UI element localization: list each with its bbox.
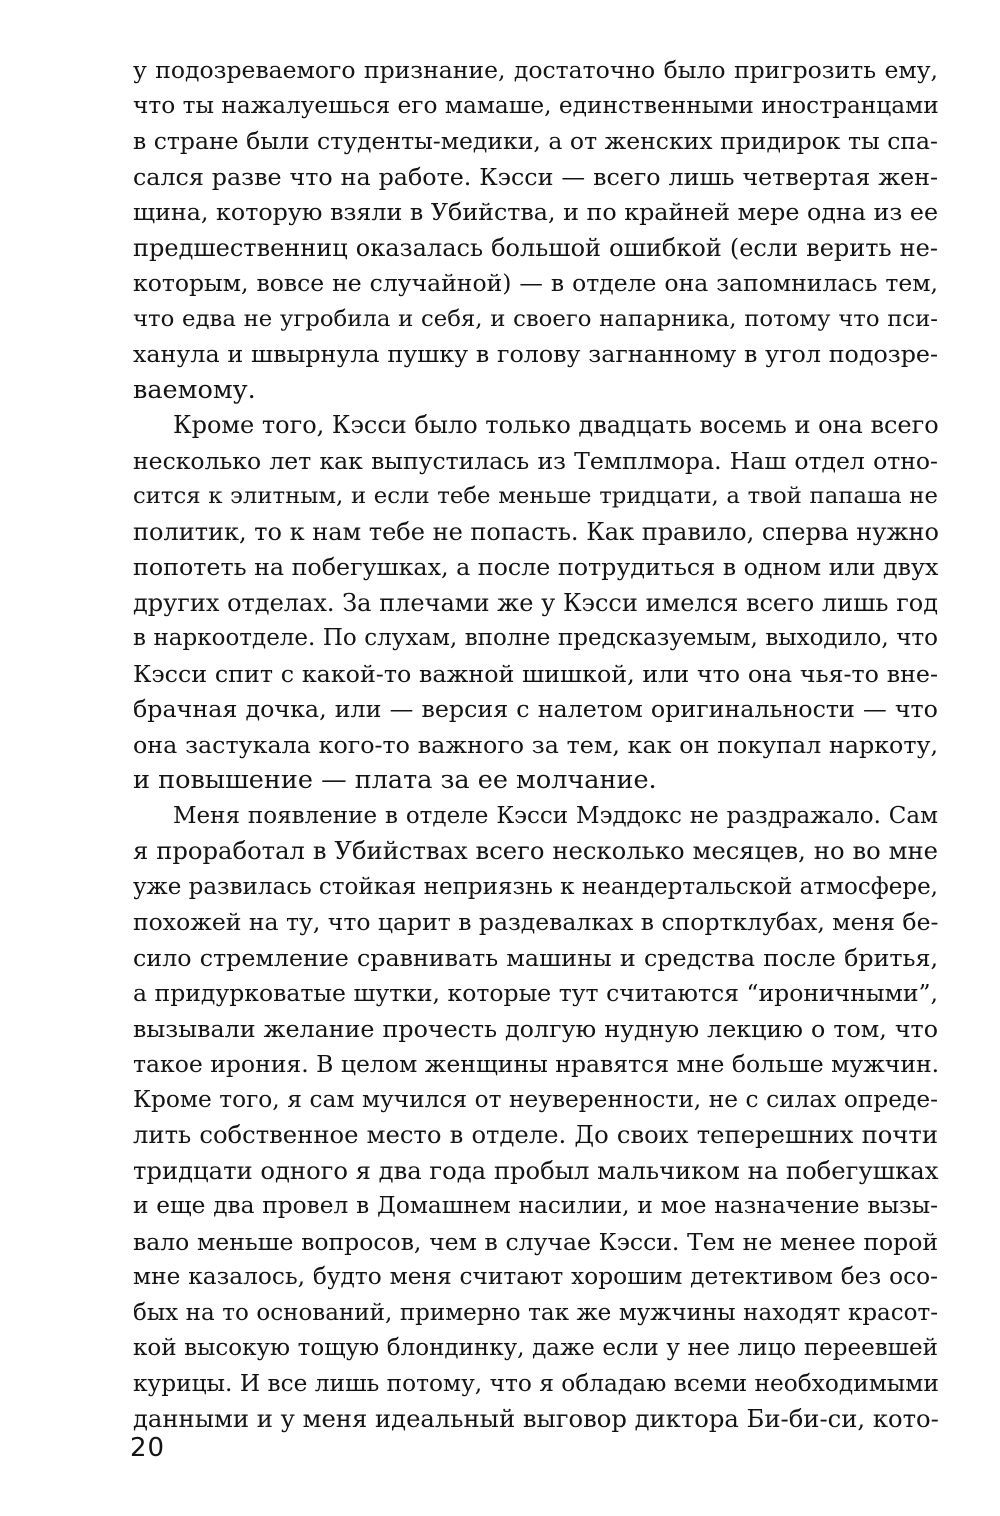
text-line: которым, вовсе не случайной) — в отделе она запомнилась тем, (133, 269, 938, 297)
text-line: а придурковатые шутки, которые тут считаются “ироничными”, (133, 979, 938, 1007)
text-line: у подозреваемого признание, достаточно было пригрозить ему, (133, 56, 938, 84)
text-line: я проработал в Убийствах всего несколько месяцев, но во мне (133, 836, 938, 865)
text-line: данными и у меня идеальный выговор диктора Би-би-си, кото- (133, 1404, 939, 1433)
page-number: 20 (130, 1433, 166, 1463)
text-line: сится к элитным, и если тебе меньше тридцати, а твой папаша не (133, 483, 938, 509)
text-line: она застукала кого-то важного за тем, как он покупал наркоту, (133, 731, 938, 759)
text-line: несколько лет как выпустилась из Темплмора. Наш отдел отно- (133, 447, 938, 475)
text-line: политик, то к нам тебе не попасть. Как правило, сперва нужно (133, 518, 939, 546)
text-line: лить собственное место в отделе. До своих теперешних почти (133, 1120, 938, 1149)
text-line: и еще два провел в Домашнем насилии, и мое назначение вызы- (133, 1192, 938, 1219)
text-line: мне казалось, будто меня считают хорошим детективом без осо- (133, 1263, 938, 1290)
text-line: брачная дочка, или — версия с налетом оригинальности — что (133, 695, 938, 723)
text-line: в стране были студенты-медики, а от женских придирок ты спа- (133, 127, 938, 155)
text-line: сило стремление сравнивать машины и средства после бритья, (133, 944, 938, 972)
text-line: похожей на ту, что царит в раздевалках в спортклубах, меня бе- (133, 908, 939, 936)
text-line: попотеть на побегушках, а после потрудиться в одном или двух (133, 553, 939, 581)
text-line: что едва не угробила и себя, и своего напарника, потому что пси- (133, 306, 938, 332)
text-line: что ты нажалуешься его мамаше, единственными иностранцами (133, 92, 939, 119)
text-line: Кроме того, Кэсси было только двадцать восемь и она всего (173, 411, 939, 439)
text-line: Кэсси спит с какой-то важной шишкой, или что она чья-то вне- (133, 660, 938, 688)
text-line: щина, которую взяли в Убийства, и по крайней мере одна из ее (133, 198, 938, 226)
text-line: в наркоотделе. По слухам, вполне предсказуемым, выходило, что (133, 625, 938, 651)
text-line: бых на то оснований, примерно так же мужчины находят красот- (133, 1300, 938, 1326)
text-line: сался разве что на работе. Кэсси — всего лишь четвертая жен- (133, 163, 938, 191)
text-line: тридцати одного я два года пробыл мальчиком на побегушках (133, 1156, 939, 1185)
text-line: предшественниц оказалась большой ошибкой (если верить не- (133, 234, 938, 262)
text-line: ваемому. (133, 375, 256, 405)
text-line: других отделах. За плечами же у Кэсси имелся всего лишь год (133, 589, 938, 617)
text-line: ханула и швырнула пушку в голову загнанному в угол подозре- (133, 340, 938, 368)
text-line: курицы. И все лишь потому, что я обладаю всеми необходимыми (133, 1370, 939, 1397)
text-line: кой высокую тощую блондинку, даже если у нее лицо переевшей (133, 1335, 938, 1361)
text-line: и повышение — плата за ее молчание. (133, 765, 657, 795)
text-line: Кроме того, я сам мучился от неуверенности, не с силах опреде- (133, 1086, 938, 1113)
text-line: вызывали желание прочесть долгую нудную лекцию о том, что (133, 1015, 938, 1043)
text-line: уже развилась стойкая неприязнь к неандертальской атмосфере, (133, 874, 938, 900)
text-line: вало меньше вопросов, чем в случае Кэсси. Тем не менее порой (133, 1228, 938, 1256)
text-line: такое ирония. В целом женщины нравятся мне больше мужчин. (133, 1050, 940, 1078)
text-line: Меня появление в отделе Кэсси Мэддокс не раздражало. Сам (173, 803, 938, 829)
